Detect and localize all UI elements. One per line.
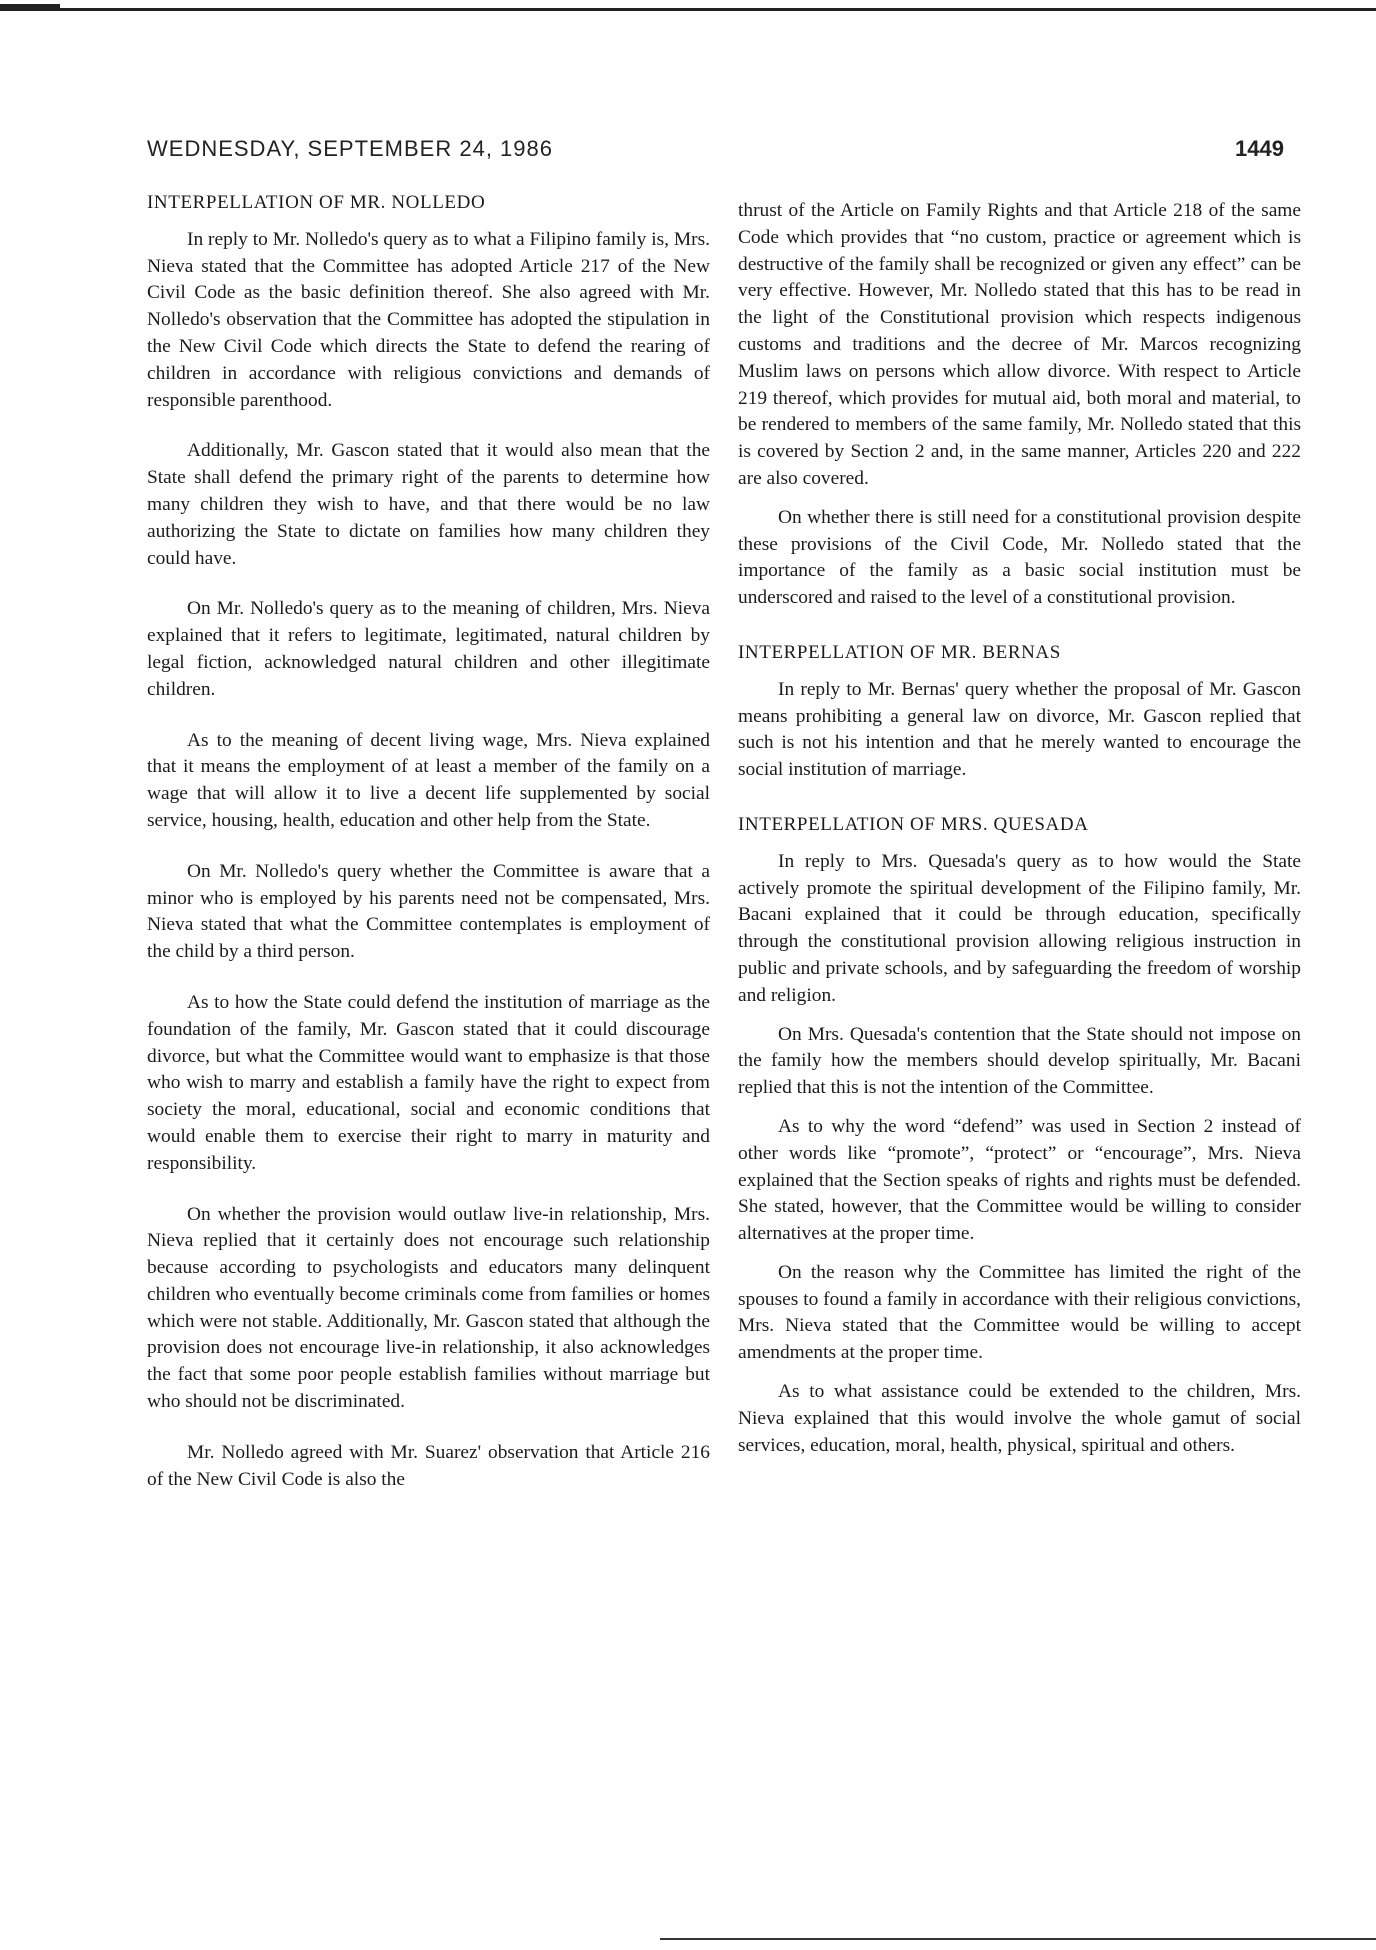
paragraph: On whether there is still need for a constitutional provision despite these provisions of the Civil Code, Mr. Nolledo stated that the importance of the family as a basic social institution must be underscored and raised to the level of a constitutional provision. bbox=[738, 506, 1301, 609]
paragraph: As to how the State could defend the institution of marriage as the foundation of the family, Mr. Gascon stated that it could discourage divorce, but what the Committee would want to emphasize is that those who wish to marry and establish a family have the right to expect from society the moral, educational, social and economic conditions that would enable them to exercise their right to marry in maturity and responsibility. bbox=[147, 991, 710, 1174]
paragraph: In reply to Mrs. Quesada's query as to how would the State actively promote the spiritual development of the Filipino family, Mr. Bacani explained that it could be through education, specifically through the constitutional provision allowing religious instruction in public and private schools, and by safeguarding the freedom of worship and religion. bbox=[738, 850, 1301, 1006]
paragraph: As to the meaning of decent living wage, Mrs. Nieva explained that it means the employment of at least a member of the family on a wage that will allow it to live a decent life supplemented by social service, housing, health, education and other help from the State. bbox=[147, 729, 710, 831]
paragraph: In reply to Mr. Nolledo's query as to what a Filipino family is, Mrs. Nieva stated that the Committee has adopted Article 217 of the New Civil Code as the basic definition thereof. She also agreed with Mr. Nolledo's observation that the Committee has adopted the stipulation in the New Civil Code which directs the State to defend the rearing of children in accordance with religious convictions and demands of responsible parenthood. bbox=[147, 228, 710, 411]
page-header bbox=[147, 136, 1284, 168]
paragraph: Mr. Nolledo agreed with Mr. Suarez' observation that Article 216 of the New Civil Code is also the bbox=[147, 1441, 710, 1490]
paragraph: On Mr. Nolledo's query whether the Committee is aware that a minor who is employed by his parents need not be compensated, Mrs. Nieva stated that what the Committee contemplates is employment of the child by a third person. bbox=[147, 860, 710, 963]
footer-rule bbox=[660, 1938, 1376, 1940]
paragraph: On Mrs. Quesada's contention that the State should not impose on the family how the members should develop spiritually, Mr. Bacani replied that this is not the intention of the Committee. bbox=[738, 1023, 1301, 1099]
page-number: 1449 bbox=[1235, 136, 1284, 161]
paragraph: On Mr. Nolledo's query as to the meaning of children, Mrs. Nieva explained that it refers to legitimate, legitimated, natural children by legal fiction, acknowledged natural children and other illegitimate children. bbox=[147, 598, 710, 700]
paragraph: As to what assistance could be extended to the children, Mrs. Nieva explained that this would involve the whole gamut of social services, education, moral, health, physical, spiritual and others. bbox=[738, 1381, 1301, 1456]
header-date: WEDNESDAY, SEPTEMBER 24, 1986 bbox=[147, 136, 553, 161]
paragraph: Additionally, Mr. Gascon stated that it would also mean that the State shall defend the primary right of the parents to determine how many children they wish to have, and that there would be no law authorizing the State to dictate on families how many children they could have. bbox=[147, 440, 710, 569]
section-heading-bernas: INTERPELLATION OF MR. BERNAS bbox=[738, 641, 1061, 663]
top-edge-rule bbox=[0, 8, 1376, 11]
paragraph: As to why the word “defend” was used in Section 2 instead of other words like “promote”, “protect” or “encourage”, Mrs. Nieva explained that the Section speaks of rights and rights must be defended. She stated, however, that the Committee would be willing to consider alternatives at the proper time. bbox=[738, 1115, 1301, 1245]
paragraph: In reply to Mr. Bernas' query whether the proposal of Mr. Gascon means prohibiting a general law on divorce, Mr. Gascon replied that such is not his intention and that he merely wanted to encourage the social institution of marriage. bbox=[738, 678, 1301, 781]
paragraph: On the reason why the Committee has limited the right of the spouses to found a family in accordance with their religious convictions, Mrs. Nieva stated that the Committee would be willing to accept amendments at the proper time. bbox=[738, 1261, 1301, 1364]
left-column bbox=[147, 190, 710, 1517]
right-column bbox=[738, 198, 1301, 1471]
paragraph: On whether the provision would outlaw live-in relationship, Mrs. Nieva replied that it certainly does not encourage such relationship because according to psychologists and educators many delinquent children who eventually become criminals come from families or homes which were not stable. Additionally, Mr. Gascon stated that although the provision does not encourage live-in relationship, it also acknowledges the fact that some poor people establish families without marriage but who should not be discriminated. bbox=[147, 1203, 710, 1413]
section-heading-quesada: INTERPELLATION OF MRS. QUESADA bbox=[738, 813, 1089, 835]
paragraph-continuation: thrust of the Article on Family Rights and that Article 218 of the same Code which provides that “no custom, practice or agreement which is destructive of the family shall be recognized or given any effect” can be very effective. However, Mr. Nolledo stated that this has to be read in the light of the Constitutional provision which respects indigenous customs and traditions and the decree of Mr. Marcos recognizing Muslim laws on persons which allow divorce. With respect to Article 219 thereof, which provides for mutual aid, both moral and material, to be rendered to members of the same family, Mr. Nolledo stated that this is covered by Section 2 and, in the same manner, Articles 220 and 222 are also covered. bbox=[738, 200, 1301, 489]
section-heading-nolledo: INTERPELLATION OF MR. NOLLEDO bbox=[147, 192, 486, 213]
